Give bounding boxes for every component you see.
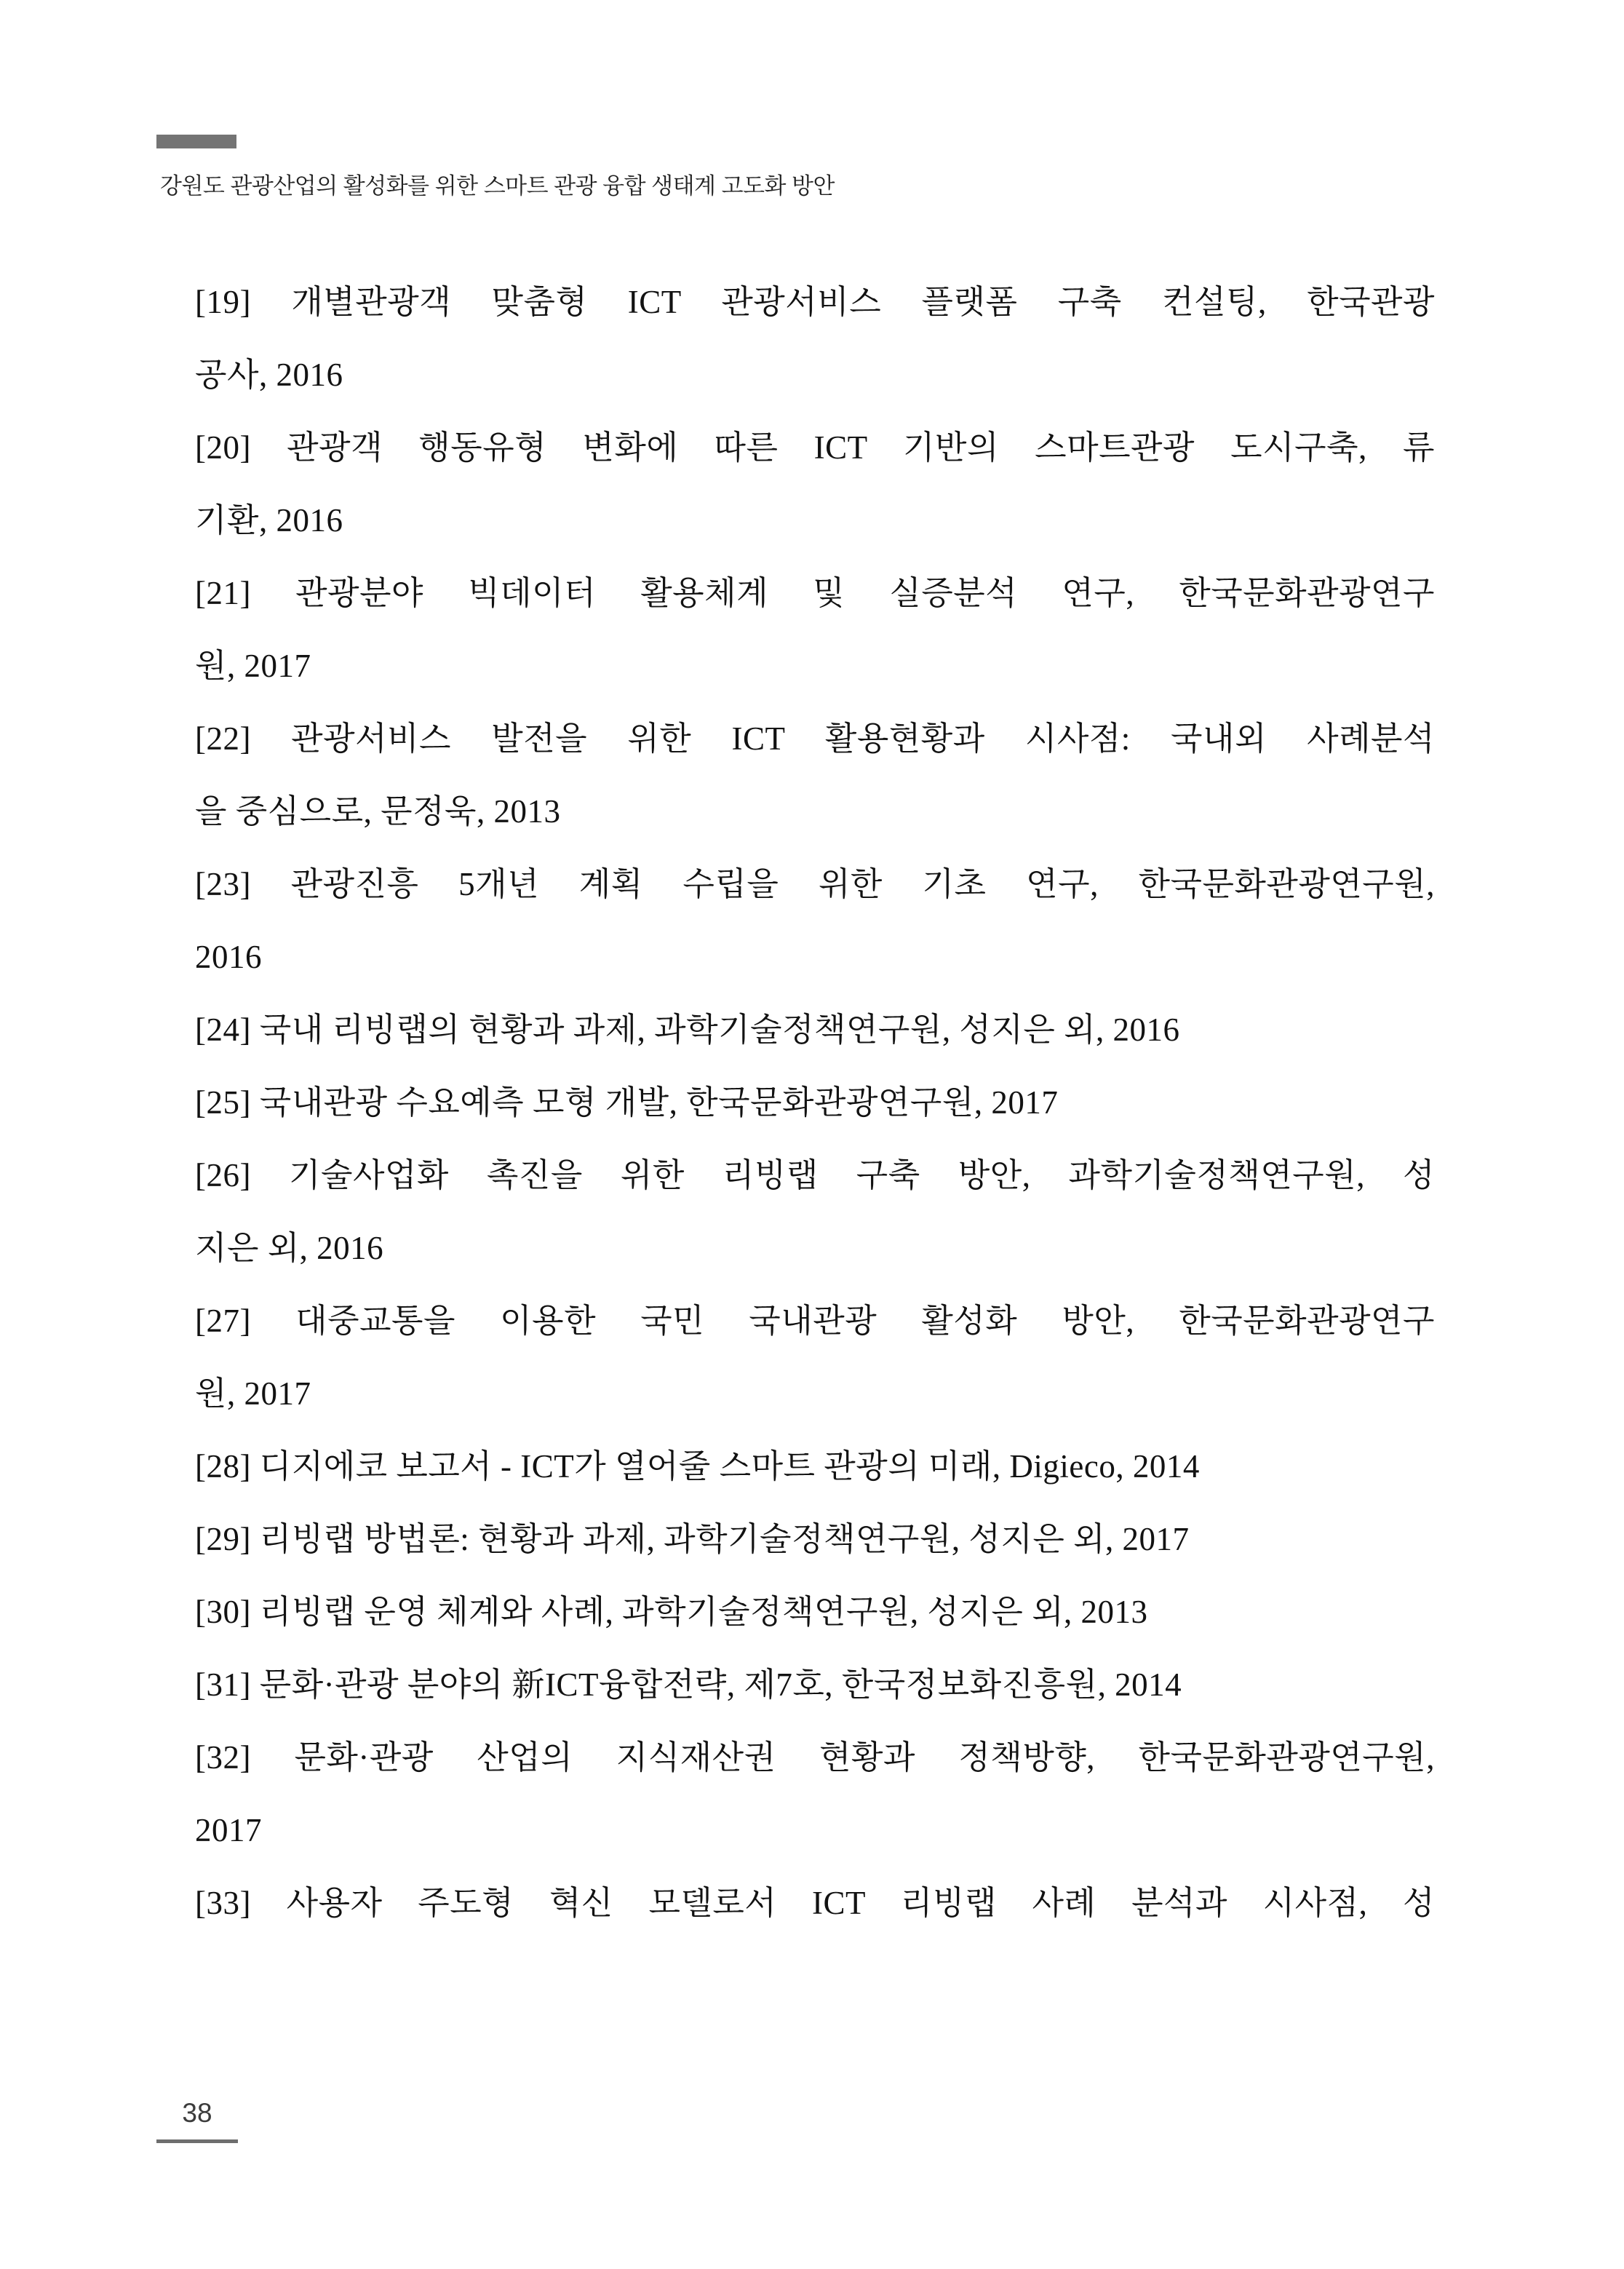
- reference-line: 기환, 2016: [195, 502, 343, 539]
- references-list: [195, 266, 1435, 1939]
- reference-line: [22] 관광서비스 발전을 위한 ICT 활용현황과 시사점: 국내외 사례분석: [195, 720, 1435, 757]
- reference-line: [29] 리빙랩 방법론: 현황과 과제, 과학기술정책연구원, 성지은 외, 2017: [195, 1521, 1190, 1557]
- running-header-title: 강원도 관광산업의 활성화를 위한 스마트 관광 융합 생태계 고도화 방안: [160, 173, 835, 199]
- reference-line: [27] 대중교통을 이용한 국민 국내관광 활성화 방안, 한국문화관광연구: [195, 1303, 1435, 1339]
- footer-rule: [156, 2139, 238, 2143]
- page-number: 38: [182, 2098, 212, 2128]
- reference-line: 2017: [195, 1812, 262, 1848]
- reference-line: [19] 개별관광객 맞춤형 ICT 관광서비스 플랫폼 구축 컨설팅, 한국관광: [195, 284, 1435, 320]
- header-accent-bar: [156, 135, 236, 148]
- reference-line: [21] 관광분야 빅데이터 활용체계 및 실증분석 연구, 한국문화관광연구: [195, 575, 1435, 611]
- reference-line: [31] 문화·관광 분야의 新ICT융합전략, 제7호, 한국정보화진흥원, 2014: [195, 1666, 1182, 1703]
- reference-line: 2016: [195, 939, 262, 975]
- reference-line: [20] 관광객 행동유형 변화에 따른 ICT 기반의 스마트관광 도시구축, 류: [195, 429, 1435, 466]
- reference-line: [30] 리빙랩 운영 체계와 사례, 과학기술정책연구원, 성지은 외, 2013: [195, 1594, 1148, 1630]
- reference-line: 공사, 2016: [195, 357, 343, 393]
- reference-line: [23] 관광진흥 5개년 계획 수립을 위한 기초 연구, 한국문화관광연구원,: [195, 866, 1435, 902]
- reference-line: [26] 기술사업화 촉진을 위한 리빙랩 구축 방안, 과학기술정책연구원, 성: [195, 1157, 1435, 1193]
- reference-line: 원, 2017: [195, 1375, 311, 1412]
- reference-line: 지은 외, 2016: [195, 1230, 384, 1266]
- reference-line: [24] 국내 리빙랩의 현황과 과제, 과학기술정책연구원, 성지은 외, 2016: [195, 1012, 1180, 1048]
- reference-line: [25] 국내관광 수요예측 모형 개발, 한국문화관광연구원, 2017: [195, 1084, 1059, 1121]
- reference-line: 을 중심으로, 문정욱, 2013: [195, 793, 561, 830]
- reference-line: [33] 사용자 주도형 혁신 모델로서 ICT 리빙랩 사례 분석과 시사점, 성: [195, 1885, 1435, 1921]
- reference-line: [32] 문화·관광 산업의 지식재산권 현황과 정책방향, 한국문화관광연구원,: [195, 1739, 1435, 1776]
- reference-line: 원, 2017: [195, 648, 311, 684]
- reference-line: [28] 디지에코 보고서 - ICT가 열어줄 스마트 관광의 미래, Digieco, 2014: [195, 1448, 1200, 1485]
